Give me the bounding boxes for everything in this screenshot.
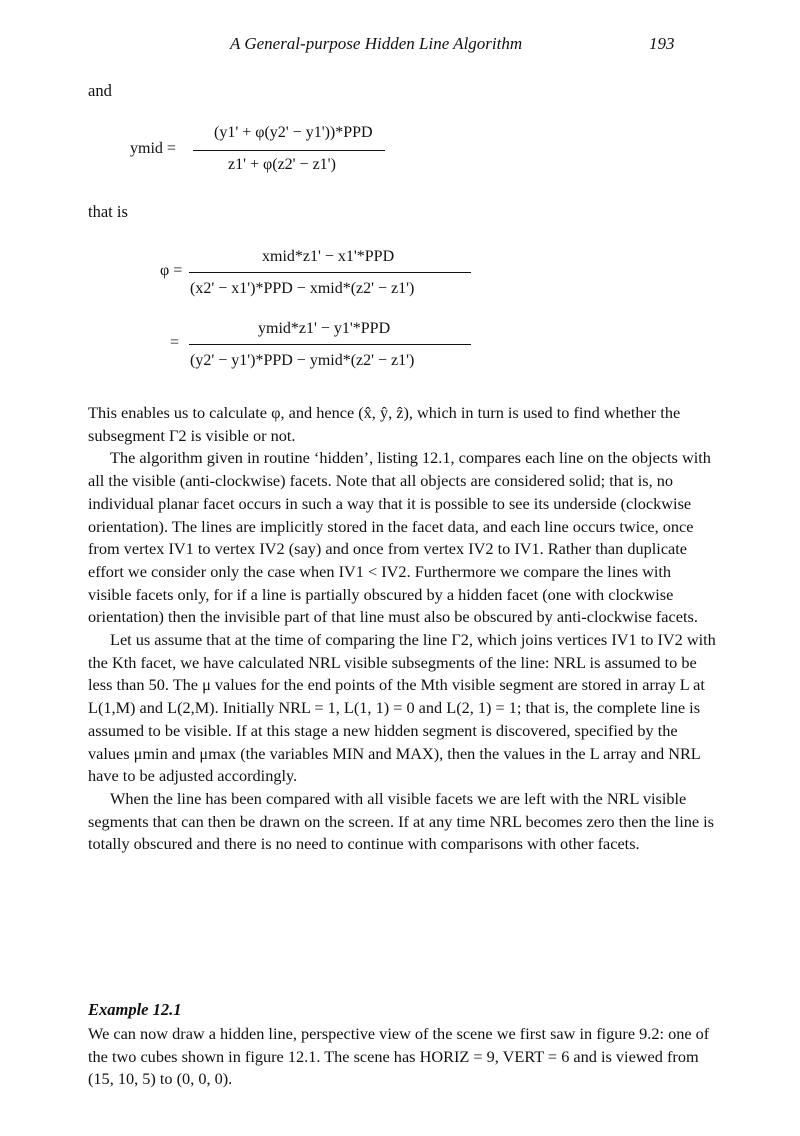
running-header-title: A General-purpose Hidden Line Algorithm: [230, 34, 523, 53]
equation-ymid-denominator: z1' + φ(z2' − z1'): [228, 156, 336, 173]
equation-phi-equals-2: =: [170, 334, 180, 351]
paragraph-2: The algorithm given in routine ‘hidden’, listing 12.1, compares each line on the objects with all the visible (anti-clockwise) facets. Note that all objects are considered solid; that is, no individual planar facet occurs in such a way that it is possible to see its underside (clockwise orientation). The lines are implicitly stored in the facet data, and each line occurs twice, once from vertex IV1 to vertex IV2 (say) and once from vertex IV2 to IV1. Rather than duplicate effort we consider only the case when IV1 < IV2. Furthermore we compare the lines with visible facets only, for if a line is partially obscured by a hidden facet (one with clockwise orientation) then the invisible part of that line must also be obscured by anti-clockwise facets.: [88, 448, 711, 627]
example-body: [88, 1023, 718, 1091]
equation-phi-numerator-2: ymid*z1' − y1'*PPD: [258, 320, 391, 337]
equation-ymid-fraction-bar: [193, 150, 385, 151]
intro-word: and: [88, 81, 112, 100]
paragraph-1: This enables us to calculate φ, and hence (x̂, ŷ, ẑ), which in turn is used to find whether the subsegment Γ2 is visible or not.: [88, 403, 681, 445]
page-number: 193: [649, 34, 675, 53]
equation-phi-denominator-2: (y2' − y1')*PPD − ymid*(z2' − z1'): [190, 352, 415, 369]
that-is-text: that is: [88, 202, 128, 221]
equation-phi-fraction-bar-1: [189, 272, 471, 273]
equation-phi-denominator-1: (x2' − x1')*PPD − xmid*(z2' − z1'): [190, 280, 415, 297]
example-title: Example 12.1: [88, 1000, 182, 1019]
body-text: [88, 402, 718, 856]
equation-ymid-numerator: (y1' + φ(y2' − y1'))*PPD: [214, 124, 373, 141]
equation-phi-numerator-1: xmid*z1' − x1'*PPD: [262, 248, 395, 265]
equation-phi-lhs: φ =: [160, 262, 183, 279]
equation-phi-fraction-bar-2: [189, 344, 471, 345]
paragraph-3: Let us assume that at the time of comparing the line Γ2, which joins vertices IV1 to IV2 with the Kth facet, we have calculated NRL visible subsegments of the line: NRL is assumed to be less than 50. The μ values for the end points of the Mth visible segment are stored in array L at L(1,M) and L(2,M). Initially NRL = 1, L(1, 1) = 0 and L(2, 1) = 1; that is, the complete line is assumed to be visible. If at this stage a new hidden segment is discovered, specified by the values μmin and μmax (the variables MIN and MAX), then the values in the L array and NRL have to be adjusted accordingly.: [88, 630, 716, 786]
example-paragraph: We can now draw a hidden line, perspective view of the scene we first saw in figure 9.2: one of the two cubes shown in figure 12.1. The scene has HORIZ = 9, VERT = 6 and is viewed from (15, 10, 5) to (0, 0, 0).: [88, 1024, 710, 1089]
paragraph-4: When the line has been compared with all visible facets we are left with the NRL visible segments that can then be drawn on the screen. If at any time NRL becomes zero then the line is totally obscured and there is no need to continue with comparisons with other facets.: [88, 788, 715, 854]
equation-ymid-lhs: ymid =: [130, 140, 176, 157]
